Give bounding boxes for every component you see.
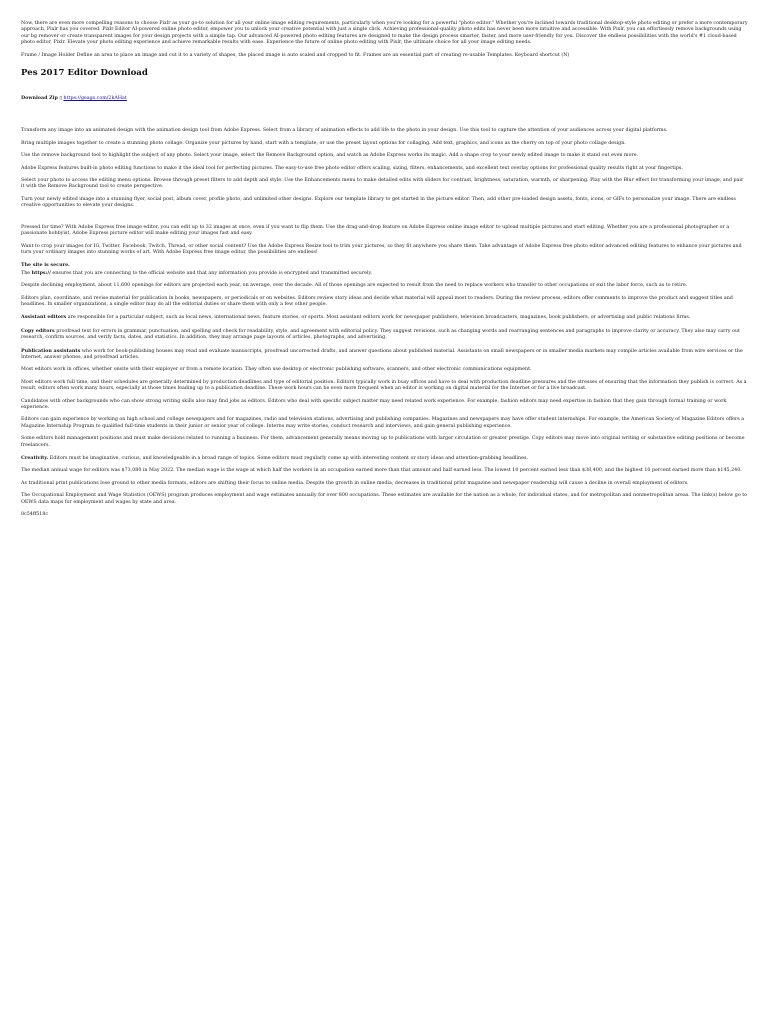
paragraph-assistant-editors: Assistant editors are responsible for a particular subject, such as local news, international news, feature stories, or sports. Most assistant editors work for newspaper publishers, television broadcasters, magazines, book publishers, or advertising and public relations firms. bbox=[21, 314, 691, 321]
spacer bbox=[21, 216, 748, 225]
paragraph-templates: Turn your newly edited image into a stunning flyer, social post, album cover, profile photo, and unlimited other designs. Explore our template library to get started in the picture editor. Then, add other pre-loaded design assets, fonts, icons, or GIFs to personalize your image. There are endless creative opportunities to elevate your designs. bbox=[21, 196, 736, 209]
separator-glyph: ▯ bbox=[59, 96, 62, 102]
paragraph-editing-functions: Adobe Express features built-in photo editing functions to make it the ideal tool for perfecting pictures. The easy-to-use free photo editor offers scaling, sizing, filters, enhancements, and excellent text overlay options for professional quality results right at your fingertips. bbox=[21, 165, 683, 171]
download-link[interactable]: https://geags.com/2kAHat bbox=[63, 96, 127, 102]
page-title: Pes 2017 Editor Download bbox=[21, 68, 148, 79]
paragraph-remove-background: Use the remove background tool to highlight the subject of any photo. Select your image, select the Remove Background option, and watch as Adobe Express works its magic. Add a shape crop to your newly edited image to make it stand out even more. bbox=[21, 153, 639, 159]
paragraph-offices: Most editors work in offices, whether onsite with their employer or from a remote location. They often use desktop or electronic publishing software, scanners, and other electronic communications equipment. bbox=[21, 367, 532, 373]
paragraph-animation: Transform any image into an animated design with the animation design tool from Adobe Express. Select from a library of animation effects to add life to the photo in your design. Use this tool to capture the attention of your audiences across your digital platforms. bbox=[21, 128, 668, 134]
paragraph-median-wage: The median annual wage for editors was $73,080 in May 2022. The median wage is the wage at which half the workers in an occupation earned more than that amount and half earned less. The lowest 10 percent earned less than $38,400, and the highest 10 percent earned more than $145,240. bbox=[21, 468, 742, 474]
paragraph-copy-editors: Copy editors proofread text for errors in grammar, punctuation, and spelling and check for readability, style, and agreement with editorial policy. They suggest revisions, such as changing words and rearranging sentences and paragraphs to improve clarity or accuracy. They also may carry out research, confirm sources, and verify facts, dates, and statistics. In addition, they may arrange page layouts of articles, photographs, and advertising. bbox=[21, 327, 740, 341]
paragraph-candidates: Candidates with other backgrounds who can show strong writing skills also may find jobs as editors. Editors who deal with specific subject matter may need related work experience. For example, fashion editors may need expertise in fashion that they gain through formal training or work experience. bbox=[21, 398, 727, 410]
paragraph-resize: Want to crop your images for IG, Twitter, Facebook, Twitch, Thread, or other social content? Use the Adobe Express Resize tool to trim your pictures, so they fit anywhere you share them. Take advantage of Adobe Express free photo editor advanced editing features to enhance your pictures and turn your ordinary images into stunning works of art. With Adobe Express free image editor, the possibilities are endless! bbox=[21, 243, 742, 255]
secure-paragraph: The https:// ensures that you are connecting to the official website and that any information you provide is encrypted and transmitted securely. bbox=[21, 269, 373, 276]
footer-stamp: 8c54ff518c bbox=[21, 512, 49, 518]
intro-paragraph-pixlr: Now, there are even more compelling reasons to choose Pixlr as your go-to solution for all your online image editing requirements, particularly when you're looking for a powerful "photo editor." Whether you're inclined towards traditional desktop-style photo editing or prefer a more contemporary approach, Pixlr has you covered. Pixlr Editor AI-powered online photo editor, empower you to unlock your creative potential with just a single click. Achieving professional-quality photo edits has never been more intuitive and accessible. With Pixlr, you can effortlessly remove backgrounds using our bg remover or create transparent images for your design projects with a simple tap. Our advanced AI-powered photo editing features are designed to make the design process smarter, faster, and more user-friendly for you. Discover the endless possibilities with the world's #1 cloud-based photo editor, Pixlr. Elevate your photo editing experience and achieve remarkable results with ease. Experience the future of online photo editing with Pixlr, the ultimate choice for all your image editing needs. bbox=[21, 21, 748, 46]
spacer bbox=[21, 102, 748, 128]
paragraph-editing-menu: Select your photo to access the editing menu options. Browse through preset filters to add depth and style. Use the Enhancements menu to make detailed edits with sliders for contrast, brightness, saturation, warmth, or sharpening. Play with the Blur effect for transforming your image, and pair it with the Remove Background tool to create perspective. bbox=[21, 178, 744, 190]
download-line bbox=[21, 95, 748, 102]
download-zip-label: Download Zip bbox=[21, 95, 58, 102]
intro-paragraph-frame: Frame / Image Holder Define an area to place an image and cut it to a variety of shapes, the placed image is auto scaled and cropped to fit. Frames are an essential part of creating re-usable Templates. Keyboard shortcut (N) bbox=[21, 52, 570, 58]
paragraph-full-time: Most editors work full time, and their schedules are generally determined by production deadlines and type of editorial position. Editors typically work in busy offices and have to deal with production deadline pressures and the stresses of ensuring that the information they publish is correct. As a result, editors often work many hours, especially at those times leading up to a publication deadline. These work hours can be even more frequent when an editor is working on digital material for the Internet or for a live broadcast. bbox=[21, 379, 747, 392]
paragraph-creativity: Creativity. Editors must be imaginative, curious, and knowledgeable in a broad range of topics. Some editors must regularly come up with interesting content or story ideas and attention-grabbing headlines. bbox=[21, 455, 528, 462]
paragraph-publication-assistants: Publication assistants who work for book-publishing houses may read and evaluate manuscripts, proofread uncorrected drafts, and answer questions about published material. Assistants on small newspapers or in smaller media markets may compile articles available from wire services or the Internet, answer phones, and proofread articles. bbox=[21, 347, 743, 360]
paragraph-batch-editing: Pressed for time? With Adobe Express free image editor, you can edit up to 32 images at once, even if you want to flip them. Use the drag-and-drop feature on Adobe Express online image editor to upload multiple pictures and start editing. Whether you are a professional photographer or a passionate hobbyist, Adobe Express picture editor will make editing your images fast and easy. bbox=[21, 224, 730, 237]
paragraph-gain-experience: Editors can gain experience by working on high school and college newspapers and for magazines, radio and television stations, advertising and publishing companies. Magazines and newspapers may have offer student internships. For example, the American Society of Magazine Editors offers a Magazine Internship Program to qualified full-time students in their junior or senior year of college. Interns may write stories, conduct research and interviews, and gain general publishing experience. bbox=[21, 417, 745, 429]
paragraph-declining-employment: Despite declining employment, about 11,600 openings for editors are projected each year, on average, over the decade. All of those openings are expected to result from the need to replace workers who transfer to other occupations or exit the labor force, such as to retire. bbox=[21, 283, 688, 289]
paragraph-oews: The Occupational Employment and Wage Statistics (OEWS) program produces employment and wage estimates annually for over 800 occupations. These estimates are available for the nation as a whole, for individual states, and for metropolitan and nonmetropolitan areas. The link(s) below go to OEWS data maps for employment and wages by state and area. bbox=[21, 493, 748, 505]
paragraph-collage: Bring multiple images together to create a stunning photo collage. Organize your pictures by hand, start with a template, or use the preset layout options for collaging. Add text, graphics, and icons as the cherry on top of your photo collage design. bbox=[21, 140, 626, 146]
secure-heading: The site is secure. bbox=[21, 262, 70, 269]
paragraph-traditional-print: As traditional print publications lose ground to other media formats, editors are shifting their focus to online media. Despite the growth in online media, decreases in traditional print magazine and newspaper readership will cause a decline in overall employment of editors. bbox=[21, 480, 689, 486]
paragraph-editors-plan: Editors plan, coordinate, and revise material for publication in books, newspapers, or periodicals or on websites. Editors review story ideas and decide what material will appeal most to readers. During the review process, editors offer comments to improve the product and suggest titles and headlines. In smaller organizations, a single editor may do all the editorial duties or share them with only a few other people. bbox=[21, 295, 733, 307]
paragraph-management: Some editors hold management positions and must make decisions related to running a business. For them, advancement generally means moving up to publications with larger circulation or greater prestige. Copy editors may move into original writing or substantive editing positions or become freelancers. bbox=[21, 436, 745, 448]
https-keyword: https:// bbox=[31, 269, 51, 276]
